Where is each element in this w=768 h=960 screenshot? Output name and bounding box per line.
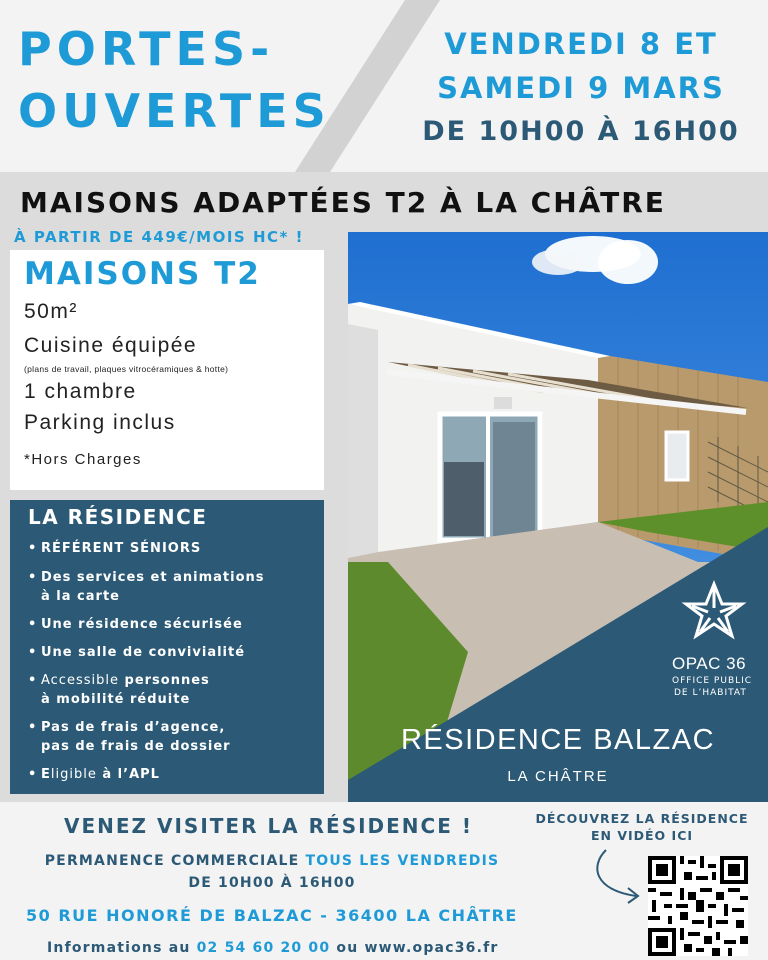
permanence-hours: DE 10H00 À 16H00 <box>188 875 356 891</box>
visit-heading: VENEZ VISITER LA RÉSIDENCE ! <box>64 814 473 838</box>
residence-city: LA CHÂTRE <box>507 768 609 785</box>
item-text: E <box>41 767 51 782</box>
item-text-cont: pas de frais de dossier <box>41 739 231 754</box>
item-text: Une salle de convivialité <box>41 645 246 660</box>
info-title: MAISONS T2 <box>24 256 261 292</box>
bullet: • <box>28 720 38 735</box>
item-text-cont: à la carte <box>41 589 120 604</box>
info-kitchen-note: (plans de travail, plaques vitrocéramiques & hotte) <box>24 364 229 374</box>
residence-item <box>28 643 245 662</box>
website-link[interactable]: www.opac36.fr <box>364 940 499 956</box>
qr-code[interactable] <box>648 856 748 956</box>
item-text-bold: à l’APL <box>102 767 160 782</box>
opac-logo-icon <box>680 578 748 646</box>
headline-title: MAISONS ADAPTÉES T2 À LA CHÂTRE <box>20 186 666 219</box>
curved-arrow-icon <box>592 846 648 906</box>
event-dates <box>416 22 746 154</box>
opac-name: OPAC 36 <box>672 654 747 673</box>
item-text: Une résidence sécurisée <box>41 617 243 632</box>
info-surface: 50m² <box>24 300 78 323</box>
item-text: Accessible <box>41 673 119 688</box>
contact-line <box>47 940 499 956</box>
bullet: • <box>28 541 38 556</box>
permanence-info <box>12 850 532 894</box>
house-illustration <box>348 232 768 802</box>
info-hc-note: *Hors Charges <box>24 451 142 468</box>
residence-item <box>28 718 231 756</box>
residence-item <box>28 765 160 784</box>
permanence-label: PERMANENCE COMMERCIALE <box>44 853 300 869</box>
address: 50 RUE HONORÉ DE BALZAC - 36400 LA CHÂTRE <box>26 906 518 925</box>
contact-or: ou <box>336 940 359 956</box>
item-text: Pas de frais d’agence, <box>41 720 226 735</box>
contact-label: Informations au <box>47 940 191 956</box>
date-line-1: VENDREDI 8 ET <box>444 27 718 61</box>
date-line-2: SAMEDI 9 MARS <box>437 71 725 105</box>
bullet: • <box>28 570 38 585</box>
price-tagline: À PARTIR DE 449€/MOIS HC* ! <box>14 228 304 246</box>
bullet: • <box>28 673 38 688</box>
video-cta <box>530 810 754 844</box>
item-text: RÉFÉRENT SÉNIORS <box>41 541 202 556</box>
residence-item <box>28 671 210 709</box>
opac-subtitle-2: DE L’HABITAT <box>674 688 747 698</box>
video-cta-line-1: DÉCOUVREZ LA RÉSIDENCE <box>535 811 749 826</box>
residence-item <box>28 539 201 558</box>
residence-title: LA RÉSIDENCE <box>28 505 208 529</box>
opac-subtitle-1: OFFICE PUBLIC <box>672 676 753 686</box>
item-text-bold: personnes <box>124 673 210 688</box>
time-line: DE 10H00 À 16H00 <box>422 116 740 147</box>
bullet: • <box>28 767 38 782</box>
info-parking: Parking inclus <box>24 411 176 434</box>
item-text: ligible <box>50 767 97 782</box>
permanence-days: TOUS LES VENDREDIS <box>305 853 500 869</box>
phone-link[interactable]: 02 54 60 20 00 <box>196 940 331 956</box>
item-text: Des services et animations <box>41 570 265 585</box>
bullet: • <box>28 617 38 632</box>
info-kitchen: Cuisine équipée <box>24 334 198 357</box>
video-cta-line-2: EN VIDÉO ICI <box>590 828 694 843</box>
event-title: PORTES- OUVERTES <box>18 22 331 138</box>
residence-item <box>28 568 265 606</box>
item-text-cont: à mobilité réduite <box>41 692 191 707</box>
info-bedroom: 1 chambre <box>24 380 137 403</box>
residence-item <box>28 615 243 634</box>
residence-name: RÉSIDENCE BALZAC <box>400 724 716 756</box>
bullet: • <box>28 645 38 660</box>
house-photo <box>348 232 768 802</box>
